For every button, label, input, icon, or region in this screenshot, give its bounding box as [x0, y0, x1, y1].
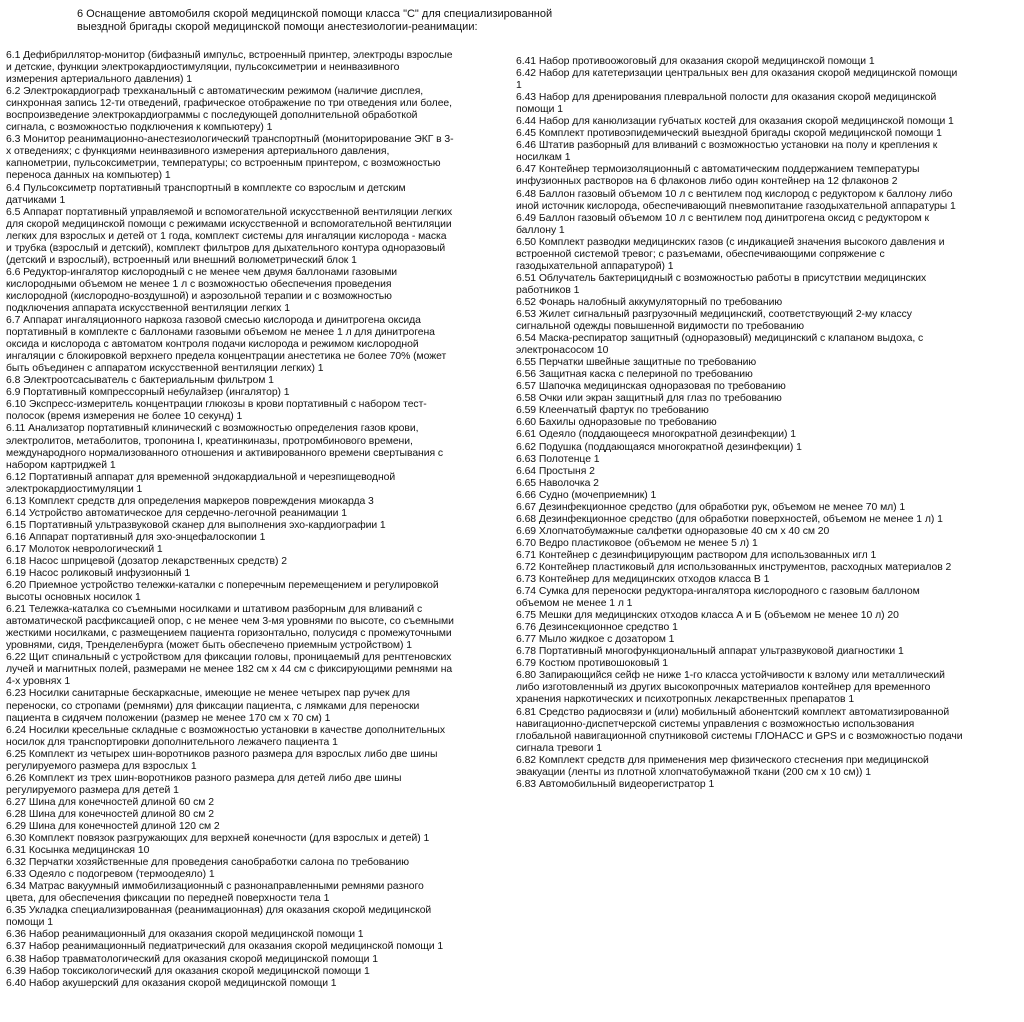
- equipment-list-line: навигационно-диспетчерской системы управления с возможностью использования: [516, 718, 915, 730]
- equipment-list-line: носилкам 1: [516, 152, 571, 164]
- equipment-list-line: переноса данных на компьютер) 1: [6, 170, 171, 182]
- equipment-list-line: 6.8 Электроотсасыватель с бактериальным фильтром 1: [6, 375, 274, 387]
- equipment-list-line: капнометрии, пульсоксиметрии, температуры; со встроенным принтером, с возможностью: [6, 158, 441, 170]
- equipment-list-line: 6.38 Набор травматологический для оказания скорой медицинской помощи 1: [6, 953, 378, 965]
- equipment-list-line: сигнала, с возможностью подключения к компьютеру) 1: [6, 122, 273, 134]
- equipment-list-line: 6.81 Средство радиосвязи и (или) мобильный абонентский комплект автоматизированной: [516, 706, 950, 718]
- equipment-list-line: для скорой медицинской помощи с режимами искусственной и вспомогательной вентиляции: [6, 218, 452, 230]
- equipment-list-line: 6.69 Хлопчатобумажные салфетки одноразовые 40 см х 40 см 20: [516, 525, 830, 537]
- equipment-list-line: 6.41 Набор противоожоговый для оказания скорой медицинской помощи 1: [516, 56, 875, 67]
- equipment-list-line: 6.51 Облучатель бактерицидный с возможностью работы в присутствии медицинских: [516, 272, 927, 284]
- equipment-list-line: сигнальной одежды повышенной видимости по требованию: [516, 321, 804, 333]
- equipment-list-line: лучей и магнитных полей, размерами не менее 182 см х 44 см с фиксирующими ремнями на: [6, 664, 453, 676]
- equipment-list-line: 6.44 Набор для канюлизации губчатых костей для оказания скорой медицинской помощи 1: [516, 116, 954, 128]
- title-line: 6 Оснащение автомобиля скорой медицинской помощи класса "С" для специализированной: [77, 8, 553, 20]
- equipment-list-line: кислородной (кислородно-воздушной) и аэрозольной терапии и с возможностью: [6, 290, 392, 302]
- equipment-list-line: ингаляции с блокировкой верхнего предела концентрации анестетика не более 70% (может: [6, 351, 447, 363]
- equipment-list-line: 6.76 Дезинсекционное средство 1: [516, 622, 678, 634]
- equipment-list-line: 6.52 Фонарь налобный аккумуляторный по требованию: [516, 296, 783, 308]
- equipment-list-line: 6.10 Экспресс-измеритель концентрации глюкозы в крови портативный с набором тест-: [6, 399, 427, 411]
- equipment-list-line: 6.17 Молоток неврологический 1: [6, 543, 163, 555]
- equipment-list-right-column: [516, 56, 986, 791]
- equipment-list-line: помощи 1: [516, 104, 563, 116]
- equipment-list-line: синхронная запись 12-ти отведений, графическое отображение по три отведения или более,: [6, 98, 452, 110]
- equipment-list-line: и трубка (взрослый и детский), комплект фильтров для дыхательного контура одноразовый: [6, 242, 446, 254]
- equipment-list-line: эвакуации (ленты из плотной хлопчатобумажной ткани (200 см х 10 см)) 1: [516, 766, 872, 778]
- equipment-list-line: 6.61 Одеяло (поддающееся многократной дезинфекции) 1: [516, 429, 797, 441]
- equipment-list-line: 6.83 Автомобильный видеорегистратор 1: [516, 778, 715, 790]
- equipment-list-line: измерения артериального давления) 1: [6, 74, 192, 86]
- equipment-list-line: 6.73 Контейнер для медицинских отходов класса В 1: [516, 574, 770, 586]
- equipment-list-line: 6.77 Мыло жидкое с дозатором 1: [516, 634, 675, 646]
- equipment-list-line: 6.35 Укладка специализированная (реанимационная) для оказания скорой медицинской: [6, 905, 432, 917]
- equipment-list-line: 6.28 Шина для конечностей длиной 80 см 2: [6, 808, 214, 820]
- equipment-list-line: 6.65 Наволочка 2: [516, 477, 599, 489]
- equipment-list-line: пациента в сидячем положении (размер не менее 170 см х 70 см) 1: [6, 712, 331, 724]
- equipment-list-line: воспроизведение электрокардиограммы с последующей дополнительной обработкой: [6, 110, 418, 122]
- equipment-list-line: 6.33 Одеяло с подогревом (термоодеяло) 1: [6, 869, 215, 881]
- equipment-list-line: объемом не менее 1 л 1: [516, 598, 633, 610]
- document-title: [77, 8, 597, 34]
- equipment-list-line: 6.36 Набор реанимационный для оказания скорой медицинской помощи 1: [6, 929, 364, 941]
- equipment-list-line: 6.79 Костюм противошоковый 1: [516, 658, 668, 670]
- equipment-list-line: 6.18 Насос шприцевой (дозатор лекарственных средств) 2: [6, 555, 288, 567]
- equipment-list-line: 6.25 Комплект из четырех шин-воротников разного размера для взрослых либо две шины: [6, 748, 438, 760]
- equipment-list-line: электрокардиостимуляции 1: [6, 483, 143, 495]
- equipment-list-line: 6.71 Контейнер с дезинфицирующим раствором для использованных игл 1: [516, 549, 877, 561]
- equipment-list-line: 6.50 Комплект разводки медицинских газов (с индикацией значения высокого давления и: [516, 236, 945, 248]
- equipment-list-line: жесткими носилками, с размещением пациента горизонтально, полусидя с промежуточными: [6, 628, 452, 640]
- equipment-list-line: 6.7 Аппарат ингаляционного наркоза газовой смесью кислорода и динитрогена оксида: [6, 315, 421, 327]
- equipment-list-line: быть объединен с аппаратом искусственной вентиляции легких) 1: [6, 363, 324, 375]
- equipment-list-line: 6.58 Очки или экран защитный для глаз по требованию: [516, 393, 782, 405]
- equipment-list-line: 6.4 Пульсоксиметр портативный транспортный в комплекте со взрослым и детским: [6, 182, 406, 194]
- equipment-list-line: 6.75 Мешки для медицинских отходов класса А и Б (объемом не менее 10 л) 20: [516, 610, 899, 622]
- equipment-list-line: иной источник кислорода, обеспечивающий пневмопитание газодыхательной аппаратуры 1: [516, 200, 956, 212]
- equipment-list-line: 6.59 Клеенчатый фартук по требованию: [516, 405, 709, 417]
- equipment-list-line: 6.42 Набор для катетеризации центральных вен для оказания скорой медицинской помощи: [516, 68, 958, 80]
- equipment-list-line: 6.32 Перчатки хозяйственные для проведения санобработки салона по требованию: [6, 857, 409, 869]
- equipment-list-line: 6.3 Монитор реанимационно-анестезиологический транспортный (мониторирование ЭКГ в 3-: [6, 134, 454, 146]
- equipment-list-line: хранения наркотических и психотропных лекарственных препаратов 1: [516, 694, 855, 706]
- equipment-list-line: (детский и взрослый), встроенный или внешний волюметрический блок 1: [6, 254, 357, 266]
- equipment-list-line: 6.37 Набор реанимационный педиатрический для оказания скорой медицинской помощи 1: [6, 941, 444, 953]
- equipment-list-line: и детские, функции электрокардиостимуляции, пульсоксиметрии и неинвазивного: [6, 62, 400, 74]
- equipment-list-line: автоматической расфиксацией опор, с не менее чем 3-мя уровнями по высоте, со съемными: [6, 616, 454, 628]
- equipment-list-line: переноски, со стропами (ремнями) для фиксации пациента, с лямками для переноски: [6, 700, 420, 712]
- equipment-list-line: полосок (время измерения не более 10 секунд) 1: [6, 411, 243, 423]
- equipment-list-line: 6.43 Набор для дренирования плевральной полости для оказания скорой медицинской: [516, 92, 937, 104]
- equipment-list-line: 6.20 Приемное устройство тележки-каталки с поперечным перемещением и регулировкой: [6, 580, 439, 592]
- equipment-list-line: 6.40 Набор акушерский для оказания скорой медицинской помощи 1: [6, 977, 337, 989]
- equipment-list-line: 6.31 Косынка медицинская 10: [6, 845, 150, 857]
- equipment-list-line: сигнала тревоги 1: [516, 742, 602, 754]
- equipment-list-line: 6.70 Ведро пластиковое (объемом не менее 5 л) 1: [516, 537, 758, 549]
- equipment-list-line: 6.12 Портативный аппарат для временной эндокардиальной и черезпищеводной: [6, 471, 396, 483]
- title-line: выездной бригады скорой медицинской помощи анестезиологии-реанимации:: [77, 21, 478, 33]
- equipment-list-line: кислородными объемом не менее 1 л с возможностью обеспечения проведения: [6, 278, 392, 290]
- equipment-list-line: 6.60 Бахилы одноразовые по требованию: [516, 417, 717, 429]
- equipment-list-line: 6.2 Электрокардиограф трехканальный с автоматическим режимом (наличие дисплея,: [6, 86, 424, 98]
- equipment-list-line: 6.24 Носилки кресельные складные с возможностью установки в качестве дополнительных: [6, 724, 445, 736]
- equipment-list-line: 6.16 Аппарат портативный для эхо-энцефалоскопии 1: [6, 531, 266, 543]
- equipment-list-line: 6.66 Судно (мочеприемник) 1: [516, 489, 657, 501]
- equipment-list-line: 6.72 Контейнер пластиковый для использованных инструментов, расходных материалов 2: [516, 561, 952, 573]
- equipment-list-line: 6.49 Баллон газовый объемом 10 л с вентилем под динитрогена оксид с редуктором к: [516, 212, 930, 224]
- equipment-list-line: 6.39 Набор токсикологический для оказания скорой медицинской помощи 1: [6, 965, 370, 977]
- equipment-list-left-column: [6, 50, 472, 990]
- equipment-list-line: 6.1 Дефибриллятор-монитор (бифазный импульс, встроенный принтер, электроды взрослые: [6, 50, 453, 61]
- equipment-list-line: баллону 1: [516, 224, 565, 236]
- equipment-list-line: 6.19 Насос роликовый инфузионный 1: [6, 568, 191, 580]
- equipment-list-line: 6.15 Портативный ультразвуковой сканер для выполнения эхо-кардиографии 1: [6, 519, 386, 531]
- equipment-list-line: 6.53 Жилет сигнальный разгрузочный медицинский, соответствующий 2-му классу: [516, 308, 912, 320]
- equipment-list-line: цвета, для обеспечения фиксации по передней поверхности тела 1: [6, 893, 330, 905]
- equipment-list-line: 6.47 Контейнер термоизоляционный с автоматическим поддержанием температуры: [516, 164, 920, 176]
- equipment-list-line: регулируемого размера для взрослых 1: [6, 760, 197, 772]
- equipment-list-line: электронасосом 10: [516, 345, 609, 357]
- equipment-list-line: встроенной системой тревог; с разъемами, обеспечивающими сопряжение с: [516, 248, 885, 260]
- equipment-list-line: 6.57 Шапочка медицинская одноразовая по требованию: [516, 381, 786, 393]
- equipment-list-line: 6.56 Защитная каска с пелериной по требованию: [516, 369, 753, 381]
- equipment-list-line: 6.5 Аппарат портативный управляемой и вспомогательной искусственной вентиляции легких: [6, 206, 453, 218]
- equipment-list-line: подключения аппарата искусственной вентиляции легких 1: [6, 302, 291, 314]
- equipment-list-line: 6.30 Комплект повязок разгружающих для верхней конечности (для взрослых и детей) 1: [6, 833, 430, 845]
- equipment-list-line: глобальной навигационной спутниковой системы ГЛОНАСС и GPS и с возможностью подачи: [516, 730, 963, 742]
- equipment-list-line: х отведениях; с функциями неинвазивного измерения артериального давления,: [6, 146, 390, 158]
- equipment-list-line: помощи 1: [6, 917, 53, 929]
- equipment-list-line: 6.29 Шина для конечностей длиной 120 см 2: [6, 821, 220, 832]
- equipment-list-line: 6.22 Щит спинальный с устройством для фиксации головы, проницаемый для рентгеновских: [6, 652, 452, 664]
- equipment-list-line: 6.6 Редуктор-ингалятор кислородный с не менее чем двумя баллонами газовыми: [6, 266, 398, 278]
- equipment-list-line: 6.80 Запирающийся сейф не ниже 1-го класса устойчивости к взлому или металлический: [516, 670, 945, 682]
- equipment-list-line: 6.74 Сумка для переноски редуктора-ингалятора кислородного с газовым баллоном: [516, 586, 920, 598]
- equipment-list-line: 6.63 Полотенце 1: [516, 453, 600, 465]
- equipment-list-line: 6.82 Комплект средств для применения мер физического стеснения при медицинской: [516, 754, 929, 766]
- equipment-list-line: 6.67 Дезинфекционное средство (для обработки рук, объемом не менее 70 мл) 1: [516, 501, 906, 513]
- equipment-list-line: 6.54 Маска-респиратор защитный (одноразовый) медицинский с клапаном выдоха, с: [516, 333, 924, 345]
- equipment-list-line: 6.55 Перчатки швейные защитные по требованию: [516, 357, 757, 369]
- equipment-list-line: газодыхательной аппаратурой) 1: [516, 260, 674, 272]
- equipment-list-line: 6.64 Простыня 2: [516, 465, 595, 477]
- equipment-list-line: 6.62 Подушка (поддающаяся многократной дезинфекции) 1: [516, 441, 802, 453]
- equipment-list-line: датчиками 1: [6, 194, 66, 206]
- equipment-list-line: 6.68 Дезинфекционное средство (для обработки поверхностей, объемом не менее 1 л) 1: [516, 513, 943, 525]
- equipment-list-line: портативный в комплекте с баллонами газовыми объемом не менее 1 л для динитрогена: [6, 327, 435, 339]
- equipment-list-line: 6.14 Устройство автоматическое для сердечно-легочной реанимации 1: [6, 507, 347, 519]
- equipment-list-line: 1: [516, 80, 522, 92]
- equipment-list-line: набором картриджей 1: [6, 459, 116, 471]
- equipment-list-line: 6.46 Штатив разборный для вливаний с возможностью установки на полу и крепления к: [516, 140, 938, 152]
- equipment-list-line: 6.26 Комплект из трех шин-воротников разного размера для детей либо две шины: [6, 772, 402, 784]
- equipment-list-line: 6.23 Носилки санитарные бескаркасные, имеющие не менее четырех пар ручек для: [6, 688, 410, 700]
- equipment-list-line: международного нормализованного отношения и активированного времени свертывания с: [6, 447, 444, 459]
- equipment-list-line: работников 1: [516, 284, 580, 296]
- equipment-list-line: инфузионных растворов на 6 флаконов либо один контейнер на 12 флаконов 2: [516, 176, 898, 188]
- equipment-list-line: 6.9 Портативный компрессорный небулайзер (ингалятор) 1: [6, 387, 290, 399]
- equipment-list-line: высоты основных носилок 1: [6, 592, 141, 604]
- equipment-list-line: 6.21 Тележка-каталка со съемными носилками и штативом разборным для вливаний с: [6, 604, 423, 616]
- equipment-list-line: легких для взрослых и детей от 1 года, комплект системы для ингаляции кислорода - маска: [6, 230, 447, 242]
- equipment-list-line: 6.34 Матрас вакуумный иммобилизационный с разнонаправленными ремнями разного: [6, 881, 424, 893]
- equipment-list-line: 6.13 Комплект средств для определения маркеров повреждения миокарда 3: [6, 495, 374, 507]
- equipment-list-line: 6.27 Шина для конечностей длиной 60 см 2: [6, 796, 214, 808]
- equipment-list-line: 6.48 Баллон газовый объемом 10 л с вентилем под кислород с редуктором к баллону либо: [516, 188, 953, 200]
- equipment-list-line: 4-х уровнях 1: [6, 676, 71, 688]
- equipment-list-line: носилок для транспортировки дополнительного лежачего пациента 1: [6, 736, 338, 748]
- equipment-list-line: либо изготовленный из других высокопрочных материалов контейнер для временного: [516, 682, 931, 694]
- equipment-list-line: 6.45 Комплект противоэпидемический выездной бригады скорой медицинской помощи 1: [516, 128, 942, 140]
- equipment-list-line: 6.11 Анализатор портативный клинический с возможностью определения газов крови,: [6, 423, 419, 435]
- equipment-list-line: оксида и кислорода с автоматом контроля подачи кислорода и режимом кислородной: [6, 339, 419, 351]
- equipment-list-line: регулируемого размера для детей 1: [6, 784, 179, 796]
- equipment-list-line: 6.78 Портативный многофункциональный аппарат ультразвуковой диагностики 1: [516, 646, 904, 658]
- equipment-list-line: электролитов, метаболитов, тропонина I, креатинкиназы, протромбинового времени,: [6, 435, 413, 447]
- equipment-list-line: уровнями, сидя, Тренделенбурга (может быть обеспечено приемным устройством) 1: [6, 640, 412, 652]
